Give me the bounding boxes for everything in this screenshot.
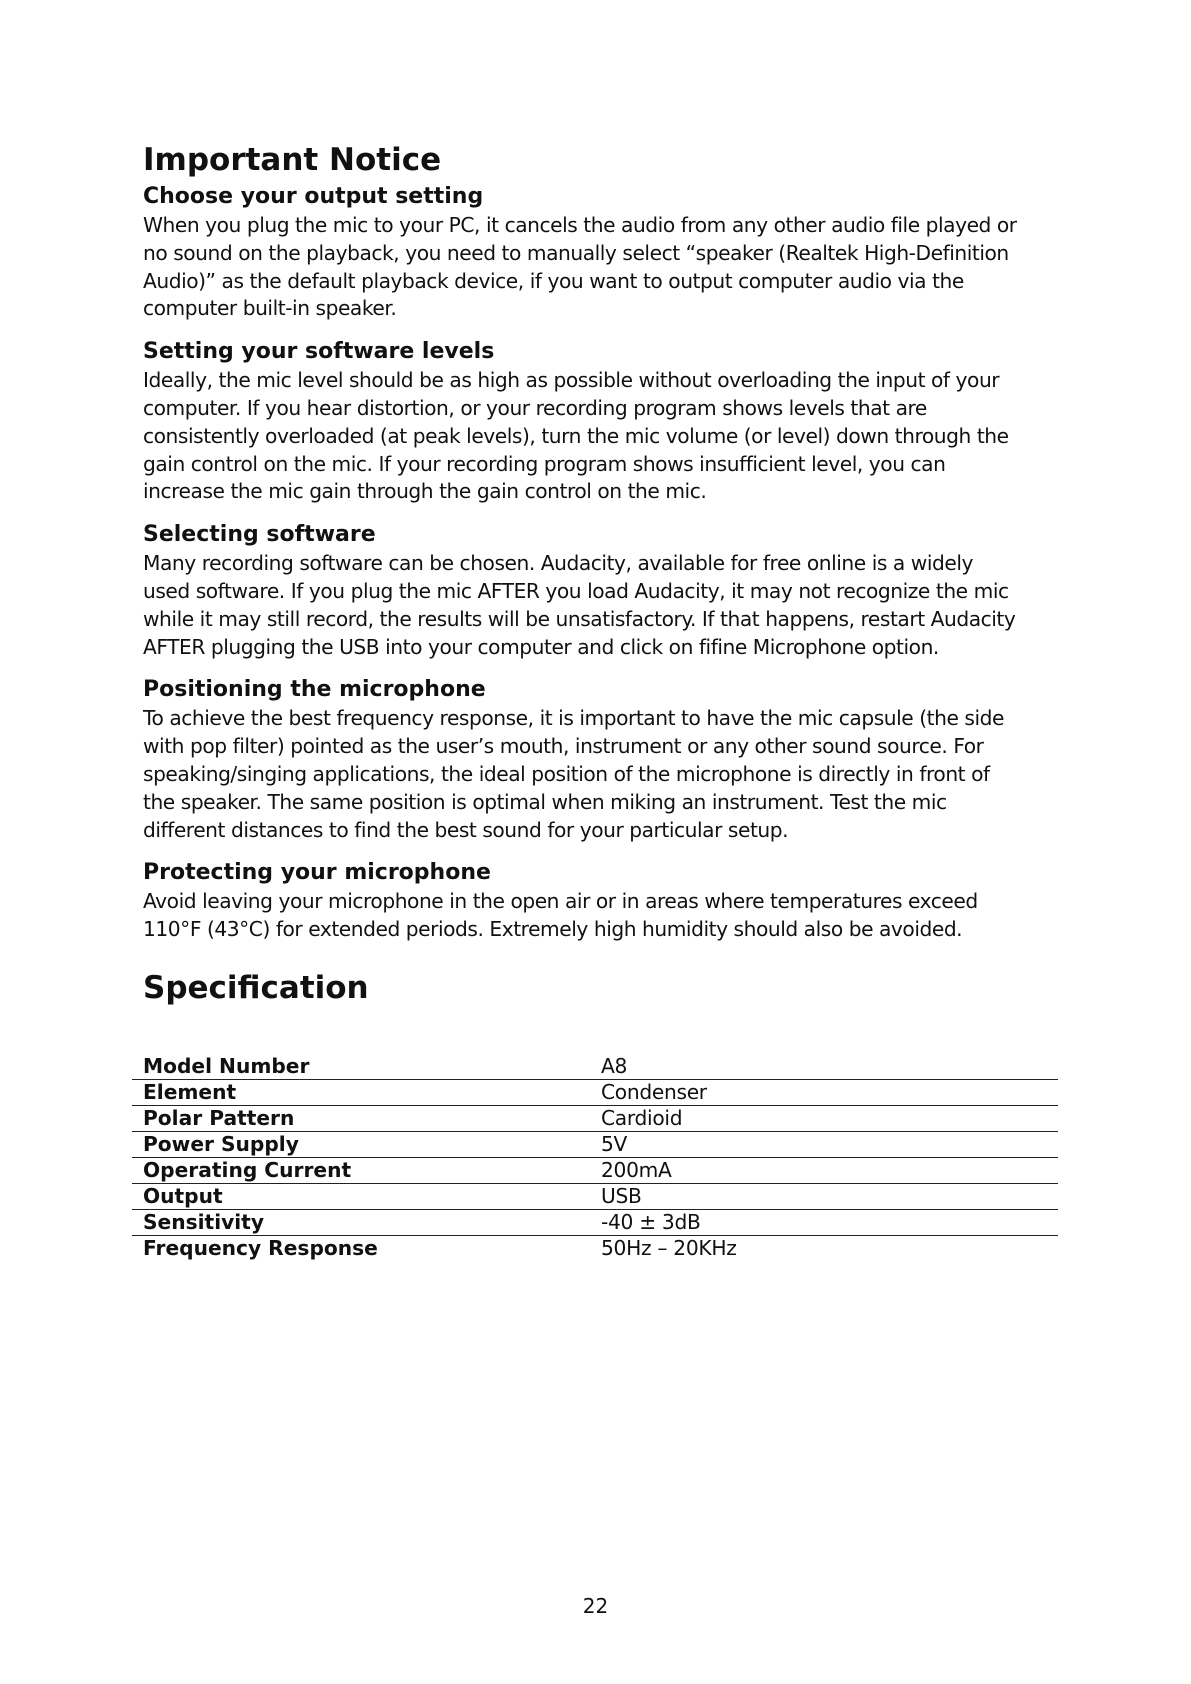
section-software-levels — [143, 337, 1058, 506]
spec-label: Element — [143, 1079, 237, 1104]
spec-label: Model Number — [143, 1053, 310, 1078]
section-output-setting — [143, 182, 1058, 323]
section-protecting — [143, 858, 1058, 944]
spec-value: Condenser — [601, 1079, 707, 1104]
notice-title: Important Notice — [143, 142, 442, 178]
table-row — [132, 1157, 1058, 1183]
section-body: When you plug the mic to your PC, it cancels the audio from any other audio file played or no sound on the playback, you need to manually select “speaker (Realtek High-Definition Audio)” as the default playback device, if you want to output computer audio via the computer built-in speaker. — [143, 213, 1017, 321]
table-row — [132, 1131, 1058, 1157]
spec-label: Output — [143, 1183, 223, 1208]
spec-label: Power Supply — [143, 1131, 299, 1156]
spec-label: Polar Pattern — [143, 1105, 295, 1130]
table-row — [132, 1183, 1058, 1209]
page-number: 22 — [582, 1594, 609, 1618]
spec-value: 50Hz – 20KHz — [601, 1235, 737, 1260]
section-heading: Setting your software levels — [143, 339, 495, 365]
spec-value: 5V — [601, 1131, 628, 1156]
manual-page — [143, 140, 1058, 1261]
section-heading: Selecting software — [143, 522, 376, 548]
section-body: Avoid leaving your microphone in the open air or in areas where temperatures exceed 110°F (43°C) for extended periods. Extremely high humidity should also be avoided. — [143, 889, 978, 942]
spec-value: -40 ± 3dB — [601, 1209, 701, 1234]
table-row — [132, 1079, 1058, 1105]
spec-value: A8 — [601, 1053, 628, 1078]
section-positioning — [143, 675, 1058, 844]
table-row — [132, 1105, 1058, 1131]
spec-label: Sensitivity — [143, 1209, 264, 1234]
spec-value: USB — [601, 1183, 642, 1208]
specification-title: Specification — [143, 969, 369, 1006]
spec-label: Frequency Response — [143, 1235, 378, 1260]
specification-table — [132, 1054, 1058, 1261]
section-selecting-software — [143, 520, 1058, 661]
table-row — [132, 1209, 1058, 1235]
section-body: Many recording software can be chosen. Audacity, available for free online is a widely used software. If you plug the mic AFTER you load Audacity, it may not recognize the mic while it may still record, the results will be unsatisfactory. If that happens, restart Audacity AFTER plugging the USB into your computer and click on fifine Microphone option. — [143, 551, 1016, 659]
spec-value: Cardioid — [601, 1105, 683, 1130]
section-heading: Protecting your microphone — [143, 860, 491, 886]
section-body: To achieve the best frequency response, it is important to have the mic capsule (the side with pop filter) pointed as the user’s mouth, instrument or any other sound source. For speaking/singing applications, the ideal position of the microphone is directly in front of the speaker. The same position is optimal when miking an instrument. Test the mic different distances to find the best sound for your particular setup. — [143, 706, 1004, 842]
table-row — [132, 1235, 1058, 1261]
section-heading: Positioning the microphone — [143, 677, 486, 703]
spec-label: Operating Current — [143, 1157, 352, 1182]
section-heading: Choose your output setting — [143, 184, 484, 209]
spec-value: 200mA — [601, 1157, 672, 1182]
table-row — [132, 1054, 1058, 1080]
section-body: Ideally, the mic level should be as high as possible without overloading the input of your computer. If you hear distortion, or your recording program shows levels that are consistently overloaded (at peak levels), turn the mic volume (or level) down through the gain control on the mic. If your recording program shows insufficient level, you can increase the mic gain through the gain control on the mic. — [143, 368, 1009, 504]
